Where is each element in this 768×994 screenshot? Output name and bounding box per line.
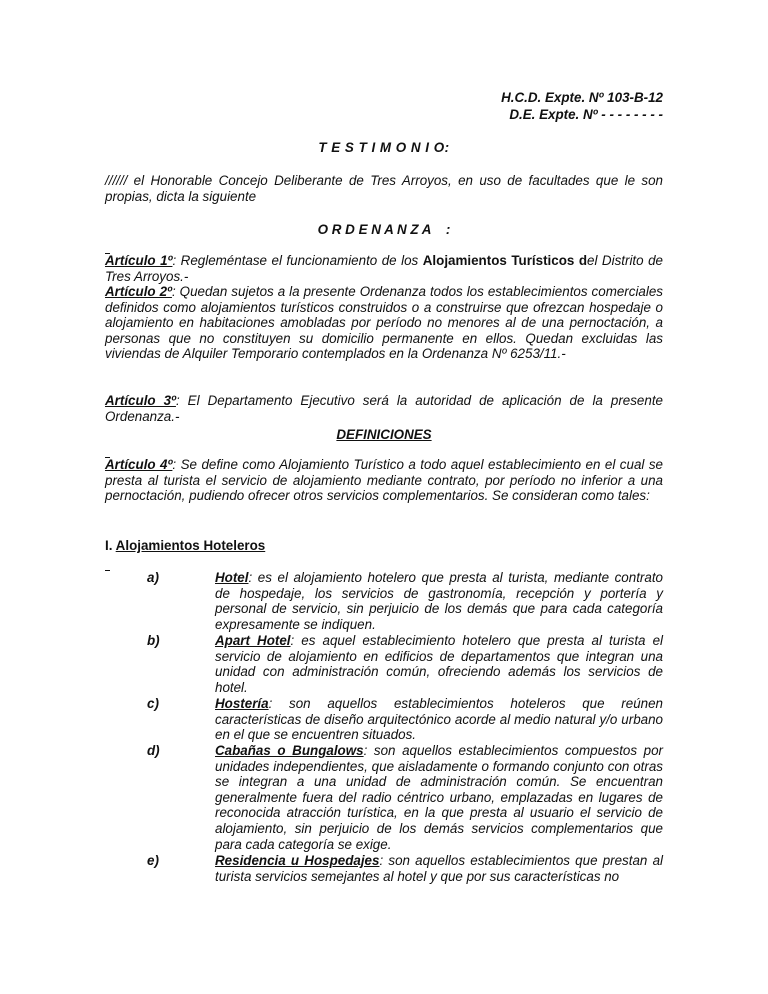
item-text: Apart Hotel: es aquel establecimiento hotelero que presta al turista el servicio de alojamiento en edificios de departamentos que integran una unidad con administración común, ofreciendo además los servicios de hotel. bbox=[215, 633, 663, 695]
ordenanza-heading: O R D E N A N Z A : bbox=[317, 222, 451, 237]
testimonio-heading: T E S T I M O N I O: bbox=[318, 140, 450, 155]
article-2: Artículo 2º: Quedan sujetos a la presente Ordenanza todos los establecimientos comerciales definidos como alojamientos turísticos construidos o a construirse que ofrezcan hospedaje o alojamiento en habitaciones amobladas por período no menores al de una pernoctación, a personas que no constituyen su domicilio permanente en ellos. Quedan excluidas las viviendas de Alquiler Temporario contemplados en la Ordenanza Nº 6253/11.- bbox=[105, 284, 663, 362]
article-4: Artículo 4º: Se define como Alojamiento Turístico a todo aquel establecimiento en el cual se presta al turista el servicio de alojamiento mediante contrato, por período no inferior a una pernoctación, pudiendo ofrecer otros servicios complementarios. Se consideran como tales: bbox=[105, 457, 663, 504]
intro-paragraph: ////// el Honorable Concejo Deliberante de Tres Arroyos, en uso de facultades que le son propias, dicta la siguiente bbox=[105, 173, 663, 204]
expediente-hcd: H.C.D. Expte. Nº 103-B-12 bbox=[501, 90, 663, 105]
article-2-label: Artículo 2º bbox=[105, 284, 172, 299]
item-letter: b) bbox=[147, 633, 160, 648]
article-4-label: Artículo 4º bbox=[105, 457, 173, 472]
margin-mark bbox=[105, 570, 110, 571]
item-letter: d) bbox=[147, 743, 160, 758]
item-letter: e) bbox=[147, 853, 159, 868]
item-letter: a) bbox=[147, 570, 159, 585]
item-letter: c) bbox=[147, 696, 159, 711]
item-text: Cabañas o Bungalows: son aquellos establecimientos compuestos por unidades independientes, que aisladamente o formando conjunto con otras se integran a una unidad de administración común. Se encuentran generalmente fuera del radio céntrico urbano, emplazadas en lugares de reconocida atracción turística, en la que presta al usuario el servicio de alojamiento, sin perjuicio de los demás servicios complementarios que para cada categoría se exige. bbox=[215, 743, 663, 852]
section-title: I. Alojamientos Hoteleros bbox=[105, 538, 266, 553]
definiciones-heading: DEFINICIONES bbox=[336, 427, 432, 442]
article-3-label: Artículo 3º bbox=[105, 393, 176, 408]
article-3: Artículo 3º: El Departamento Ejecutivo será la autoridad de aplicación de la presente Ordenanza.- bbox=[105, 393, 663, 424]
article-1-label: Artículo 1º bbox=[105, 253, 173, 268]
item-text: Hotel: es el alojamiento hotelero que presta al turista, mediante contrato de hospedaje, los servicios de gastronomía, recepción y portería y personal de servicio, sin perjuicio de los demás que para cada categoría expresamente se indiquen. bbox=[215, 570, 663, 632]
expediente-de: D.E. Expte. Nº - - - - - - - - bbox=[509, 107, 663, 122]
article-1: Artículo 1º: Regleméntase el funcionamiento de los Alojamientos Turísticos del Distrito de Tres Arroyos.- bbox=[105, 253, 663, 284]
item-text: Hostería: son aquellos establecimientos hoteleros que reúnen características de diseño arquitectónico acorde al medio natural y/o urbano en el que se encuentren situados. bbox=[215, 696, 663, 743]
item-text: Residencia u Hospedajes: son aquellos establecimientos que prestan al turista servicios semejantes al hotel y que por sus características no bbox=[215, 853, 663, 884]
